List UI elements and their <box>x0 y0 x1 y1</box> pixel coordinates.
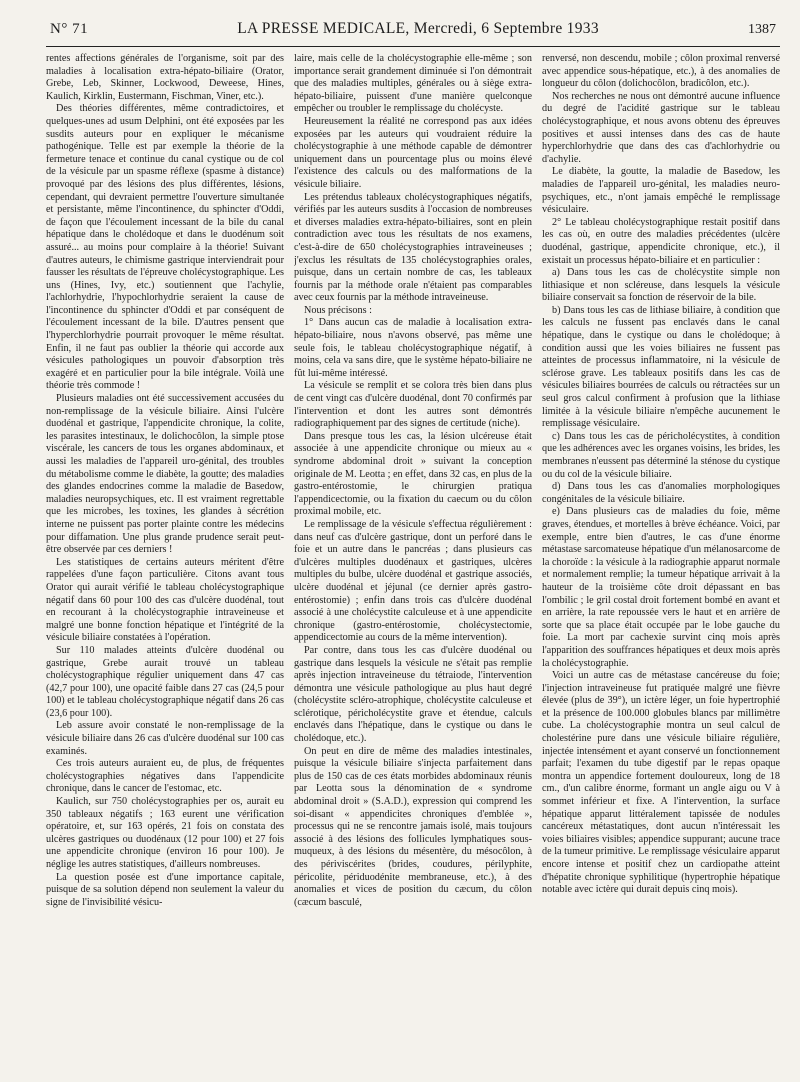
paragraph: e) Dans plusieurs cas de maladies du foie, même graves, étendues, et mortelles à brève échéance. Voici, par exemple, entre bien d'autres, le cas d'une énorme métastase sarcomateuse hépatique d'un mélanosarcome de la choroïde : la vésicule à la radiographie apparut normale et normalement remplie; la tumeur hépatique arrivait à la hauteur de la troisième côte droit dépassant en bas l'ombilic ; le gril costal droit fortement bombé en avant et en arrière, la rate repoussée vers le haut et en arrière de sorte que sa place était occupée par le lobe gauche du foie. La mort par cachexie survint cinq mois après l'apparition des souffrances hépatiques et deux mois après la cholécystographie. <box>542 506 780 669</box>
article-columns <box>46 53 780 1081</box>
publication-title: LA PRESSE MEDICALE, Mercredi, 6 Septembre 1933 <box>237 20 599 37</box>
paragraph: Leb assure avoir constaté le non-remplissage de la vésicule biliaire dans 26 cas d'ulcère duodénal sur 100 cas examinés. <box>46 720 284 757</box>
paragraph: On peut en dire de même des maladies intestinales, puisque la vésicule biliaire s'injecta parfaitement dans plus de 150 cas de ces états morbides abdominaux réunis par Leotta sous la dénomination de « syndrome abdominal droit » (S.A.D.), expression qui comprend les soi-disant « appendicites chroniques d'emblée », processus qui ne se rencontre jamais isolé, mais toujours associé à des lésions des follicules lymphatiques sous-muqueux, à des lésions du mésentère, du mésocôlon, à des périviscérites (brides, coudures, périlyphite, péricolite, périduodénite membraneuse, etc.), à des anomalies et vices de position du cæcum, du côlon (cæcum basculé, <box>294 745 532 908</box>
paragraph: Les statistiques de certains auteurs méritent d'être rappelées d'une façon particulière. Citons avant tous Orator qui aurait vérifié le tableau cholécystographique négatif dans 60 pour 100 des cas d'ulcère duodénal, tout en recourant à la cholécystographie intraveineuse et malgré une bonne fonction hépatique et l'intégrité de la vésicule biliaire constatées à l'opération. <box>46 556 284 644</box>
column-left <box>46 53 284 1081</box>
paragraph: a) Dans tous les cas de cholécystite simple non lithiasique et non scléreuse, dans lesquels la vésicule biliaire conservait sa fonction de réservoir de la bile. <box>542 267 780 304</box>
paragraph: La question posée est d'une importance capitale, puisque de sa solution dépend non seulement la valeur du signe de l'invisibilité vésicu- <box>46 871 284 908</box>
paragraph: Voici un autre cas de métastase cancéreuse du foie; l'injection intraveineuse fut pratiquée malgré une fièvre élevée (plus de 39°), un ictère léger, un foie hypertrophié et la présence de 100.000 globules blancs par millimètre cube. La cholécystographie montra un seul calcul de cholestérine pure dans une vésicule biliaire régulière, injectée intensément et ayant conservé un fonctionnement parfait; l'examen du tube digestif par le repas opaque montra un appendice fortement douloureux, long de 18 cm., d'un calibre énorme, formant un angle aigu ou V à sommet inférieur et fixe. A l'intervention, la surface hépatique apparut littéralement tapissée de nodules cancéreux métastatiques, dont aucun n'intéressait les voies biliaires visibles; appendice suppurant; aucune trace de la tumeur primitive. Le remplissage vésiculaire apparut encore intense et positif chez un cardiopathe atteint d'hépatite chronique syphilitique (hypertrophie hépatique notable avec ictère qui durait depuis cinq mois). <box>542 670 780 896</box>
paragraph: d) Dans tous les cas d'anomalies morphologiques congénitales de la vésicule biliaire. <box>542 481 780 505</box>
paragraph: c) Dans tous les cas de péricholécystites, à condition que les adhérences avec les organes voisins, les brides, les membranes n'eussent pas déterminé la sténose du cystique ou du col de la vésicule biliaire. <box>542 430 780 480</box>
paragraph: Nous précisons : <box>304 304 372 316</box>
paragraph: laire, mais celle de la cholécystographie elle-même ; son importance serait grandement diminuée si l'on démontrait que des maladies multiples, générales ou à siège extra-hépato-biliaire, puissent d'une manière quelconque empêcher ou troubler le remplissage du cholécyste. <box>294 53 532 115</box>
paragraph: rentes affections générales de l'organisme, soit par des maladies à localisation extra-hépato-biliaire (Orator, Grebe, Leb, Skinner, Lockwood, Deweese, Hines, Kaulich, Kirklin, Eustermann, Fischman, Viner, etc.). <box>46 53 284 102</box>
paragraph: Nos recherches ne nous ont démontré aucune influence du degré de l'acidité gastrique sur le tableau cholécystographique, et nous avons obtenu des épreuves positives et aussi intenses dans des cas de haute hyperchlorhydrie que dans des cas d'achlorhydrie ou d'achylie. <box>542 90 780 165</box>
paragraph: b) Dans tous les cas de lithiase biliaire, à condition que les calculs ne fussent pas enclavés dans le canal hépatique, dans le cystique ou dans le cholédoque; à condition aussi que les voies biliaires ne fussent pas atteintes de processus inflammatoire, ni la vésicule de sclérose grave. Les tableaux positifs dans les cas de vésicules biliaires bourrées de calculs ou rétractées sur un seul gros calcul confirment à profusion que la lithiase limitée à la vésicule biliaire n'empêche aucunement le remplissage vésiculaire. <box>542 304 780 430</box>
paragraph: Des théories différentes, même contradictoires, et quelques-unes ad usum Delphini, ont été exposées par les susdits auteurs pour en expliquer le mécanisme pathogénique. Telle est par exemple la théorie de la fermeture tenace et continue du canal cystique ou de col de la vésicule par un spasme réflexe (spasme à distance) provoqué par des lésions des plus différentes, lésions, cependant, qui devraient permettre l'ouverture simultanée et persistante, même l'incontinence, du sphincter d'Oddi, de façon que l'écoulement incessant de la bile du canal hépatique dans le cholédoque et dans le duodénum soit assuré... au moins pour complaire à la théorie! Suivant d'autres auteurs, le chimisme gastrique interviendrait pour fausser les résultats de l'épreuve cholécystographique. Les uns (Hines, Ivy, etc.) soutiennent que l'achylie, l'achlorhydrie, l'hypochlorhydrie seraient la cause de l'incontinence du sphincter d'Oddi et par conséquent de l'écoulement incessant de la bile. D'autres pensent que l'hyperchlorhydrie pourrait provoquer le même résultat. Enfin, il ne faut pas oublier la théorie qui accorde aux vésicules pathologiques un pouvoir d'absorption très exagéré et en particulier pour la bile intégrale. Voilà une théorie très commode ! <box>46 103 284 392</box>
paragraph: Heureusement la réalité ne correspond pas aux idées exposées par les auteurs qui voudraient réduire la cholécystographie à une méthode capable de démontrer uniquement dans un pourcentage plus ou moins élevé l'existence des calculs ou des malformations de la vésicule biliaire. <box>294 115 532 190</box>
paragraph: Par contre, dans tous les cas d'ulcère duodénal ou gastrique dans lesquels la vésicule ne s'était pas remplie après injection intraveineuse du tétraiode, l'intervention démontra une vésicule pathologique au plus haut degré (cholécystite scléro-atrophique, cholécystite calculeuse et sclérotique, péricholécystite grave et étendue, calculs enclavés dans l'hépatique, dans le cystique ou dans le cholédoque, etc.). <box>294 644 532 745</box>
column-middle <box>294 53 532 1081</box>
paragraph: Les prétendus tableaux cholécystographiques négatifs, vérifiés par les auteurs susdits à l'occasion de nombreuses et diverses maladies extra-hépato-biliaires, sont en plein contradiction avec tous les résultats de nos examens, c'est-à-dire de 650 cholécystographies intraveineuses ; j'exclus les résultats de 135 cholécystographies orales, puisque, dans un certain nombre de cas, les tableaux fournis par la méthode orale n'étaient pas comparables avec ceux fournis par la méthode intraveineuse. <box>294 191 532 304</box>
paragraph: Le remplissage de la vésicule s'effectua régulièrement : dans neuf cas d'ulcère gastrique, dont un perforé dans le foie et un autre dans le pancréas ; dans plusieurs cas d'ulcères multiples duodénaux et gastriques, ulcères multiples du bulbe, ulcère duodénal et gastrique associés, ulcère duodénal et jéjunal (ce dernier après gastro-entérostomie) ; enfin dans trois cas d'ulcère duodénal associé à une cholécystite calculeuse et à une appendicite chronique (gastro-entérostomie, cholécystectomie, appendicectomie au cours de la même intervention). <box>294 518 532 644</box>
paragraph: renversé, non descendu, mobile ; côlon proximal renversé avec appendice sous-hépatique, etc.), à des anomalies de longueur du côlon (dolichocôlon, bradicôlon, etc.). <box>542 53 780 90</box>
page-number: 1387 <box>748 22 776 37</box>
paragraph: 2° Le tableau cholécystographique restait positif dans les cas où, en outre des maladies précédentes (ulcère duodénal, gastrique, appendicite chronique, etc.), il existait un processus hépato-biliaire et en particulier : <box>542 216 780 266</box>
paragraph: Kaulich, sur 750 cholécystographies per os, aurait eu 350 tableaux négatifs ; 163 eurent une vérification opératoire, et, sur 163 opérés, 21 fois on constata des ulcères gastriques ou duodénaux (12 pour 100) et 27 fois une appendicite chronique (environ 16 pour 100). Je néglige les autres statistiques, d'ailleurs nombreuses. <box>46 796 284 870</box>
paragraph: Plusieurs maladies ont été successivement accusées du non-remplissage de la vésicule biliaire. Ainsi l'ulcère duodénal et gastrique, l'appendicite chronique, la colite, les parasites intestinaux, le dolichocôlon, la simple ptose viscérale, les cancers de tous les organes abdominaux, et aussi les maladies de l'appareil uro-génital, des troubles du métabolisme comme le diabète, la goutte; des maladies des glandes endocrines comme la maladie de Basedow, maladies neuropsychiques, etc. Il est vraiment regrettable que les microbes, les toxines, les glandes à sécrétion interne ne puissent pas porter plainte contre les médecins pour diffamation. Une plus grande prudence serait peut-être observée par ces derniers ! <box>46 393 284 556</box>
paragraph: Sur 110 malades atteints d'ulcère duodénal ou gastrique, Grebe aurait trouvé un tableau cholécystographique régulier uniquement dans 47 cas (42,7 pour 100), une opacité faible dans 27 cas (24,5 pour 100) et le tableau cholécystographique négatif dans 26 cas (23,6 pour 100). <box>46 644 284 719</box>
page-header <box>46 20 780 47</box>
paragraph: 1° Dans aucun cas de maladie à localisation extra-hépato-biliaire, nous n'avons observé, pas même une seule fois, le tableau cholécystographique négatif, à moins, cela va sans dire, que le système hépato-biliaire ne fût lui-même intéressé. <box>294 317 532 379</box>
paragraph: Dans presque tous les cas, la lésion ulcéreuse était associée à une appendicite chronique ou mieux au « syndrome abdominal droit » suivant la conception originale de M. Leotta ; en effet, dans 32 cas, en plus de la gastro-entérostomie, le chirurgien pratiqua l'appendicectomie, ou la fixation du caecum ou du côlon proximal mobile, etc. <box>294 430 532 518</box>
column-right <box>542 53 780 1081</box>
paragraph: Ces trois auteurs auraient eu, de plus, de fréquentes cholécystographies négatives dans l'appendicite chronique, dans le cancer de l'estomac, etc. <box>46 758 284 795</box>
paragraph: Le diabète, la goutte, la maladie de Basedow, les maladies de l'appareil uro-génital, les maladies neuro-psychiques, etc., n'ont jamais empêché le remplissage vésiculaire. <box>542 166 780 216</box>
issue-number: N° 71 <box>50 21 89 37</box>
paragraph: La vésicule se remplit et se colora très bien dans plus de cent vingt cas d'ulcère duodénal, dont 70 confirmés par l'intervention et dont les autres sont démontrés radiographiquement par des signes de certitude (niche). <box>294 380 532 430</box>
